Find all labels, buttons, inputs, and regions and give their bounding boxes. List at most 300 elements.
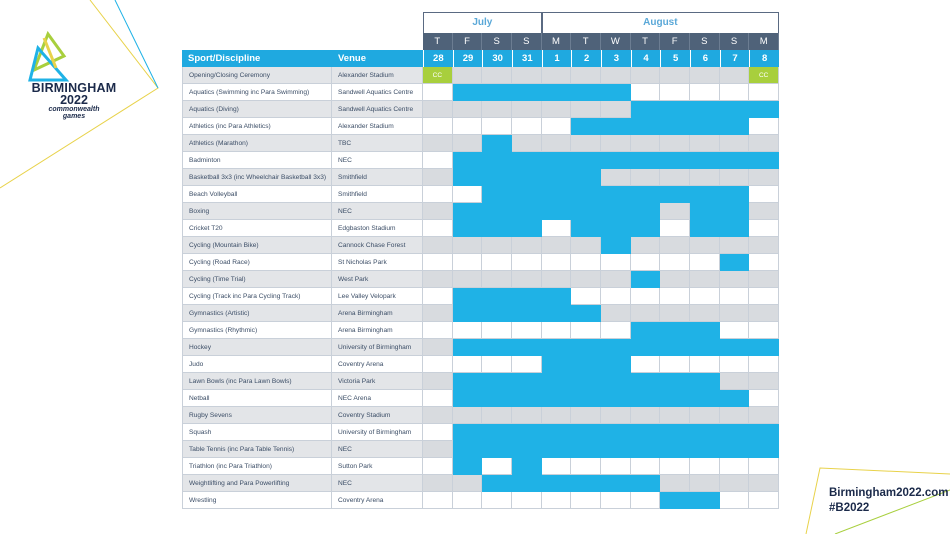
event-day-cell (571, 118, 601, 135)
empty-day-cell (453, 101, 483, 118)
event-day-cell (571, 475, 601, 492)
day-of-week: F (453, 33, 483, 50)
event-day-cell (631, 373, 661, 390)
event-day-cell (571, 390, 601, 407)
empty-day-cell (423, 390, 453, 407)
empty-day-cell (690, 169, 720, 186)
event-day-cell (720, 186, 750, 203)
day-of-week: S (720, 33, 750, 50)
venue-header: Venue (338, 53, 366, 64)
event-day-cell (749, 441, 779, 458)
event-day-cell (482, 390, 512, 407)
event-day-cell (453, 390, 483, 407)
empty-day-cell (660, 220, 690, 237)
empty-day-cell (749, 373, 779, 390)
empty-day-cell (423, 135, 453, 152)
empty-day-cell (631, 288, 661, 305)
event-day-cell (601, 220, 631, 237)
sport-name: Squash (182, 424, 332, 441)
event-day-cell (542, 305, 572, 322)
empty-day-cell (690, 254, 720, 271)
sport-name: Athletics (Marathon) (182, 135, 332, 152)
event-day-cell (571, 84, 601, 101)
empty-day-cell (720, 475, 750, 492)
venue-name: Coventry Arena (332, 492, 423, 509)
empty-day-cell (423, 254, 453, 271)
event-day-cell (631, 339, 661, 356)
empty-day-cell (690, 67, 720, 84)
sport-header: Sport/Discipline (188, 53, 261, 64)
empty-day-cell (482, 322, 512, 339)
empty-day-cell (453, 322, 483, 339)
empty-day-cell (720, 67, 750, 84)
schedule-row (182, 237, 779, 254)
event-day-cell (453, 203, 483, 220)
empty-day-cell (423, 458, 453, 475)
sport-name: Cycling (Road Race) (182, 254, 332, 271)
event-day-cell (571, 373, 601, 390)
sport-name: Badminton (182, 152, 332, 169)
empty-day-cell (542, 254, 572, 271)
venue-name: Alexander Stadium (332, 118, 423, 135)
event-day-cell (631, 101, 661, 118)
event-day-cell (512, 458, 542, 475)
event-day-cell (631, 271, 661, 288)
empty-day-cell (542, 458, 572, 475)
event-day-cell (601, 475, 631, 492)
empty-day-cell (660, 407, 690, 424)
event-day-cell (720, 203, 750, 220)
event-day-cell (571, 152, 601, 169)
empty-day-cell (542, 220, 572, 237)
empty-day-cell (631, 458, 661, 475)
venue-name: NEC (332, 203, 423, 220)
event-day-cell (690, 492, 720, 509)
event-day-cell (749, 424, 779, 441)
empty-day-cell (423, 373, 453, 390)
schedule-row (182, 84, 779, 101)
empty-day-cell (423, 305, 453, 322)
venue-name: Cannock Chase Forest (332, 237, 423, 254)
event-day-cell (453, 84, 483, 101)
logo-line-2: 2022 (60, 93, 88, 107)
empty-day-cell (660, 254, 690, 271)
schedule-row (182, 220, 779, 237)
day-of-week: M (542, 33, 572, 50)
event-day-cell (512, 373, 542, 390)
empty-day-cell (749, 288, 779, 305)
event-day-cell (482, 441, 512, 458)
empty-day-cell (482, 254, 512, 271)
empty-day-cell (720, 288, 750, 305)
sport-name: Beach Volleyball (182, 186, 332, 203)
ceremony-cell: CC (423, 67, 453, 84)
event-day-cell (453, 152, 483, 169)
empty-day-cell (749, 390, 779, 407)
event-day-cell (482, 373, 512, 390)
empty-day-cell (423, 424, 453, 441)
event-day-cell (453, 169, 483, 186)
event-day-cell (660, 373, 690, 390)
empty-day-cell (512, 101, 542, 118)
empty-day-cell (631, 305, 661, 322)
date-header: 1 (542, 50, 572, 67)
schedule-row (182, 271, 779, 288)
empty-day-cell (453, 492, 483, 509)
venue-name: Smithfield (332, 186, 423, 203)
empty-day-cell (749, 237, 779, 254)
empty-day-cell (571, 135, 601, 152)
schedule-row (182, 152, 779, 169)
event-day-cell (542, 390, 572, 407)
empty-day-cell (720, 458, 750, 475)
logo-wordmark (24, 82, 124, 120)
event-day-cell (571, 305, 601, 322)
empty-day-cell (482, 407, 512, 424)
sport-name: Boxing (182, 203, 332, 220)
date-header: 8 (749, 50, 779, 67)
empty-day-cell (423, 288, 453, 305)
empty-day-cell (453, 237, 483, 254)
empty-day-cell (571, 254, 601, 271)
empty-day-cell (571, 237, 601, 254)
schedule-row (182, 203, 779, 220)
venue-name: Lee Valley Velopark (332, 288, 423, 305)
empty-day-cell (631, 254, 661, 271)
date-header: 2 (571, 50, 601, 67)
venue-name: Arena Birmingham (332, 322, 423, 339)
empty-day-cell (690, 305, 720, 322)
schedule-row (182, 288, 779, 305)
venue-name: Coventry Stadium (332, 407, 423, 424)
event-day-cell (660, 152, 690, 169)
event-day-cell (720, 101, 750, 118)
empty-day-cell (749, 492, 779, 509)
logo-line-1: BIRMINGHAM (31, 81, 117, 95)
empty-day-cell (512, 67, 542, 84)
event-day-cell (453, 458, 483, 475)
empty-day-cell (690, 407, 720, 424)
date-header: 5 (660, 50, 690, 67)
event-day-cell (631, 390, 661, 407)
event-day-cell (720, 390, 750, 407)
empty-day-cell (720, 305, 750, 322)
event-day-cell (482, 339, 512, 356)
event-day-cell (690, 203, 720, 220)
empty-day-cell (631, 169, 661, 186)
venue-name: Edgbaston Stadium (332, 220, 423, 237)
schedule-row (182, 458, 779, 475)
empty-day-cell (749, 118, 779, 135)
sport-name: Lawn Bowls (inc Para Lawn Bowls) (182, 373, 332, 390)
empty-day-cell (749, 186, 779, 203)
empty-day-cell (542, 407, 572, 424)
empty-day-cell (690, 271, 720, 288)
venue-name: NEC (332, 475, 423, 492)
event-day-cell (631, 203, 661, 220)
empty-day-cell (749, 220, 779, 237)
sport-name: Cycling (Time Trial) (182, 271, 332, 288)
date-header: 3 (601, 50, 631, 67)
event-day-cell (660, 118, 690, 135)
empty-day-cell (423, 118, 453, 135)
empty-day-cell (542, 101, 572, 118)
day-of-week: T (423, 33, 453, 50)
empty-day-cell (482, 118, 512, 135)
schedule-row (182, 305, 779, 322)
event-day-cell (571, 339, 601, 356)
empty-day-cell (453, 135, 483, 152)
sport-name: Cycling (Mountain Bike) (182, 237, 332, 254)
empty-day-cell (601, 322, 631, 339)
event-day-cell (720, 152, 750, 169)
venue-name: University of Birmingham (332, 339, 423, 356)
empty-day-cell (423, 339, 453, 356)
event-day-cell (749, 152, 779, 169)
day-of-week: T (631, 33, 661, 50)
schedule-row (182, 339, 779, 356)
event-day-cell (571, 186, 601, 203)
empty-day-cell (601, 271, 631, 288)
sport-name: Hockey (182, 339, 332, 356)
empty-day-cell (571, 322, 601, 339)
event-day-cell (601, 203, 631, 220)
empty-day-cell (720, 135, 750, 152)
event-day-cell (512, 203, 542, 220)
sport-name: Cricket T20 (182, 220, 332, 237)
event-day-cell (542, 356, 572, 373)
empty-day-cell (453, 254, 483, 271)
event-day-cell (660, 424, 690, 441)
event-day-cell (660, 441, 690, 458)
event-day-cell (453, 220, 483, 237)
empty-day-cell (660, 237, 690, 254)
event-day-cell (690, 186, 720, 203)
empty-day-cell (571, 101, 601, 118)
event-day-cell (512, 441, 542, 458)
event-day-cell (690, 220, 720, 237)
event-day-cell (542, 339, 572, 356)
empty-day-cell (660, 356, 690, 373)
day-of-week: W (601, 33, 631, 50)
event-day-cell (690, 152, 720, 169)
event-day-cell (601, 373, 631, 390)
empty-day-cell (423, 322, 453, 339)
date-header: 4 (631, 50, 661, 67)
empty-day-cell (660, 458, 690, 475)
event-day-cell (542, 152, 572, 169)
empty-day-cell (660, 203, 690, 220)
schedule-row (182, 407, 779, 424)
schedule-row (182, 356, 779, 373)
empty-day-cell (542, 322, 572, 339)
empty-day-cell (512, 492, 542, 509)
empty-day-cell (482, 458, 512, 475)
empty-day-cell (720, 407, 750, 424)
sport-name: Table Tennis (inc Para Table Tennis) (182, 441, 332, 458)
empty-day-cell (423, 407, 453, 424)
event-day-cell (512, 424, 542, 441)
empty-day-cell (423, 271, 453, 288)
empty-day-cell (423, 152, 453, 169)
empty-day-cell (631, 84, 661, 101)
empty-day-cell (453, 186, 483, 203)
schedule-row (182, 169, 779, 186)
footer (829, 486, 949, 516)
empty-day-cell (571, 67, 601, 84)
event-day-cell (542, 424, 572, 441)
event-day-cell (512, 84, 542, 101)
event-day-cell (631, 424, 661, 441)
empty-day-cell (482, 356, 512, 373)
empty-day-cell (720, 237, 750, 254)
logo-line-4: games (62, 113, 86, 120)
event-day-cell (542, 373, 572, 390)
venue-name: NEC (332, 152, 423, 169)
schedule-row (182, 492, 779, 509)
event-day-cell (482, 475, 512, 492)
event-day-cell (571, 203, 601, 220)
event-day-cell (453, 424, 483, 441)
event-day-cell (512, 390, 542, 407)
event-day-cell (720, 424, 750, 441)
sport-name: Wrestling (182, 492, 332, 509)
event-day-cell (631, 322, 661, 339)
empty-day-cell (542, 492, 572, 509)
empty-day-cell (720, 84, 750, 101)
schedule-row (182, 441, 779, 458)
empty-day-cell (601, 101, 631, 118)
event-day-cell (512, 169, 542, 186)
empty-day-cell (571, 271, 601, 288)
date-header: 29 (453, 50, 483, 67)
empty-day-cell (749, 356, 779, 373)
event-day-cell (542, 84, 572, 101)
event-day-cell (660, 186, 690, 203)
empty-day-cell (423, 237, 453, 254)
event-day-cell (690, 373, 720, 390)
event-day-cell (482, 135, 512, 152)
venue-name: Alexander Stadium (332, 67, 423, 84)
empty-day-cell (660, 67, 690, 84)
event-day-cell (660, 492, 690, 509)
event-day-cell (601, 237, 631, 254)
logo-line-3: commonwealth (48, 106, 100, 113)
empty-day-cell (749, 84, 779, 101)
empty-day-cell (482, 271, 512, 288)
event-day-cell (542, 475, 572, 492)
sport-name: Triathlon (inc Para Triathlon) (182, 458, 332, 475)
event-day-cell (631, 220, 661, 237)
empty-day-cell (720, 169, 750, 186)
empty-day-cell (690, 84, 720, 101)
date-header: 31 (512, 50, 542, 67)
empty-day-cell (749, 203, 779, 220)
event-day-cell (482, 220, 512, 237)
event-day-cell (571, 424, 601, 441)
event-day-cell (749, 339, 779, 356)
event-day-cell (482, 203, 512, 220)
empty-day-cell (631, 356, 661, 373)
event-day-cell (601, 441, 631, 458)
empty-day-cell (749, 254, 779, 271)
empty-day-cell (453, 67, 483, 84)
header-row (182, 50, 779, 67)
empty-day-cell (601, 407, 631, 424)
empty-day-cell (512, 407, 542, 424)
day-of-week: S (482, 33, 512, 50)
empty-day-cell (720, 492, 750, 509)
empty-day-cell (660, 475, 690, 492)
event-day-cell (482, 84, 512, 101)
empty-day-cell (571, 288, 601, 305)
empty-day-cell (571, 458, 601, 475)
empty-day-cell (512, 271, 542, 288)
empty-day-cell (571, 407, 601, 424)
birmingham-logo-icon (26, 30, 116, 85)
website-link[interactable]: Birmingham2022.com (829, 487, 949, 499)
event-day-cell (720, 254, 750, 271)
day-of-week-row (423, 33, 779, 50)
empty-day-cell (690, 475, 720, 492)
empty-day-cell (423, 356, 453, 373)
empty-day-cell (720, 356, 750, 373)
event-day-cell (601, 390, 631, 407)
empty-day-cell (423, 186, 453, 203)
empty-day-cell (423, 475, 453, 492)
date-header: 7 (720, 50, 750, 67)
empty-day-cell (690, 135, 720, 152)
empty-day-cell (512, 254, 542, 271)
event-day-cell (453, 305, 483, 322)
hashtag: #B2022 (829, 502, 870, 514)
schedule-row (182, 390, 779, 407)
empty-day-cell (660, 305, 690, 322)
schedule-row (182, 373, 779, 390)
empty-day-cell (512, 322, 542, 339)
empty-day-cell (631, 407, 661, 424)
event-day-cell (690, 322, 720, 339)
empty-day-cell (749, 169, 779, 186)
sport-name: Weightlifting and Para Powerlifting (182, 475, 332, 492)
empty-day-cell (542, 67, 572, 84)
event-day-cell (453, 373, 483, 390)
event-day-cell (453, 339, 483, 356)
venue-name: Victoria Park (332, 373, 423, 390)
venue-name: Sandwell Aquatics Centre (332, 101, 423, 118)
sport-name: Aquatics (Diving) (182, 101, 332, 118)
empty-day-cell (542, 118, 572, 135)
empty-day-cell (512, 135, 542, 152)
empty-day-cell (720, 271, 750, 288)
venue-name: University of Birmingham (332, 424, 423, 441)
venue-name: NEC (332, 441, 423, 458)
sport-name: Gymnastics (Rhythmic) (182, 322, 332, 339)
event-day-cell (660, 390, 690, 407)
date-header: 30 (482, 50, 512, 67)
sport-name: Gymnastics (Artistic) (182, 305, 332, 322)
venue-name: Sandwell Aquatics Centre (332, 84, 423, 101)
venue-name: Sutton Park (332, 458, 423, 475)
empty-day-cell (423, 101, 453, 118)
event-day-cell (690, 390, 720, 407)
event-day-cell (542, 288, 572, 305)
event-day-cell (601, 152, 631, 169)
empty-day-cell (423, 492, 453, 509)
empty-day-cell (423, 84, 453, 101)
schedule-row (182, 186, 779, 203)
empty-day-cell (631, 135, 661, 152)
